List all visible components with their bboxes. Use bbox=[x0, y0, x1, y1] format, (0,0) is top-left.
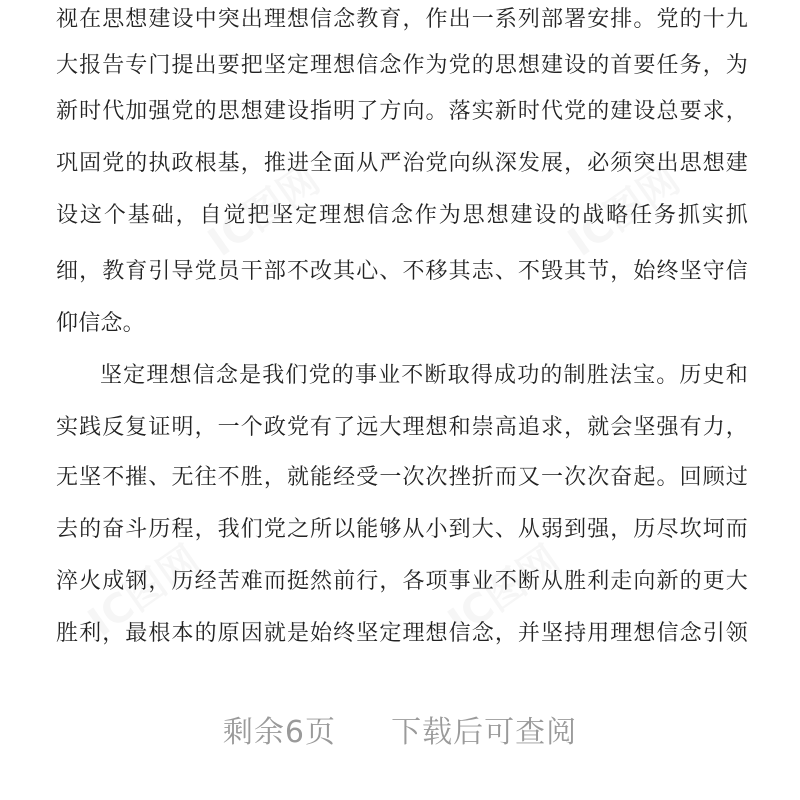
text-line: 视在思想建设中突出理想信念教育，作出一系列部署安排。党的十九 bbox=[56, 7, 748, 32]
text-line: 新时代加强党的思想建设指明了方向。落实新时代党的建设总要求， bbox=[56, 99, 748, 124]
download-to-view-label: 下载后可查阅 bbox=[391, 715, 578, 750]
text-line: 去的奋斗历程，我们党之所以能够从小到大、从弱到强，历尽坎坷而 bbox=[56, 517, 748, 542]
text-line: 无坚不摧、无往不胜，就能经受一次次挫折而又一次次奋起。回顾过 bbox=[56, 465, 748, 490]
text-line: 大报告专门提出要把坚定理想信念作为党的思想建设的首要任务，为 bbox=[56, 53, 748, 78]
remaining-pages-label: 剩余6页 bbox=[222, 715, 336, 750]
text-line: 设这个基础，自觉把坚定理想信念作为思想建设的战略任务抓实抓 bbox=[56, 203, 748, 228]
text-line: 实践反复证明，一个政党有了远大理想和崇高追求，就会坚强有力， bbox=[56, 415, 748, 440]
text-line: 淬火成钢，历经苦难而挺然前行，各项事业不断从胜利走向新的更大 bbox=[56, 569, 748, 594]
text-line: 胜利，最根本的原因就是始终坚定理想信念，并坚持用理想信念引领 bbox=[56, 621, 748, 646]
download-prompt[interactable] bbox=[0, 708, 800, 758]
text-line: 坚定理想信念是我们党的事业不断取得成功的制胜法宝。历史和 bbox=[100, 363, 748, 388]
text-line: 细，教育引导党员干部不改其心、不移其志、不毁其节，始终坚守信 bbox=[56, 259, 748, 284]
text-line: 仰信念。 bbox=[56, 311, 145, 336]
text-line: 巩固党的执政根基，推进全面从严治党向纵深发展，必须突出思想建 bbox=[56, 151, 748, 176]
